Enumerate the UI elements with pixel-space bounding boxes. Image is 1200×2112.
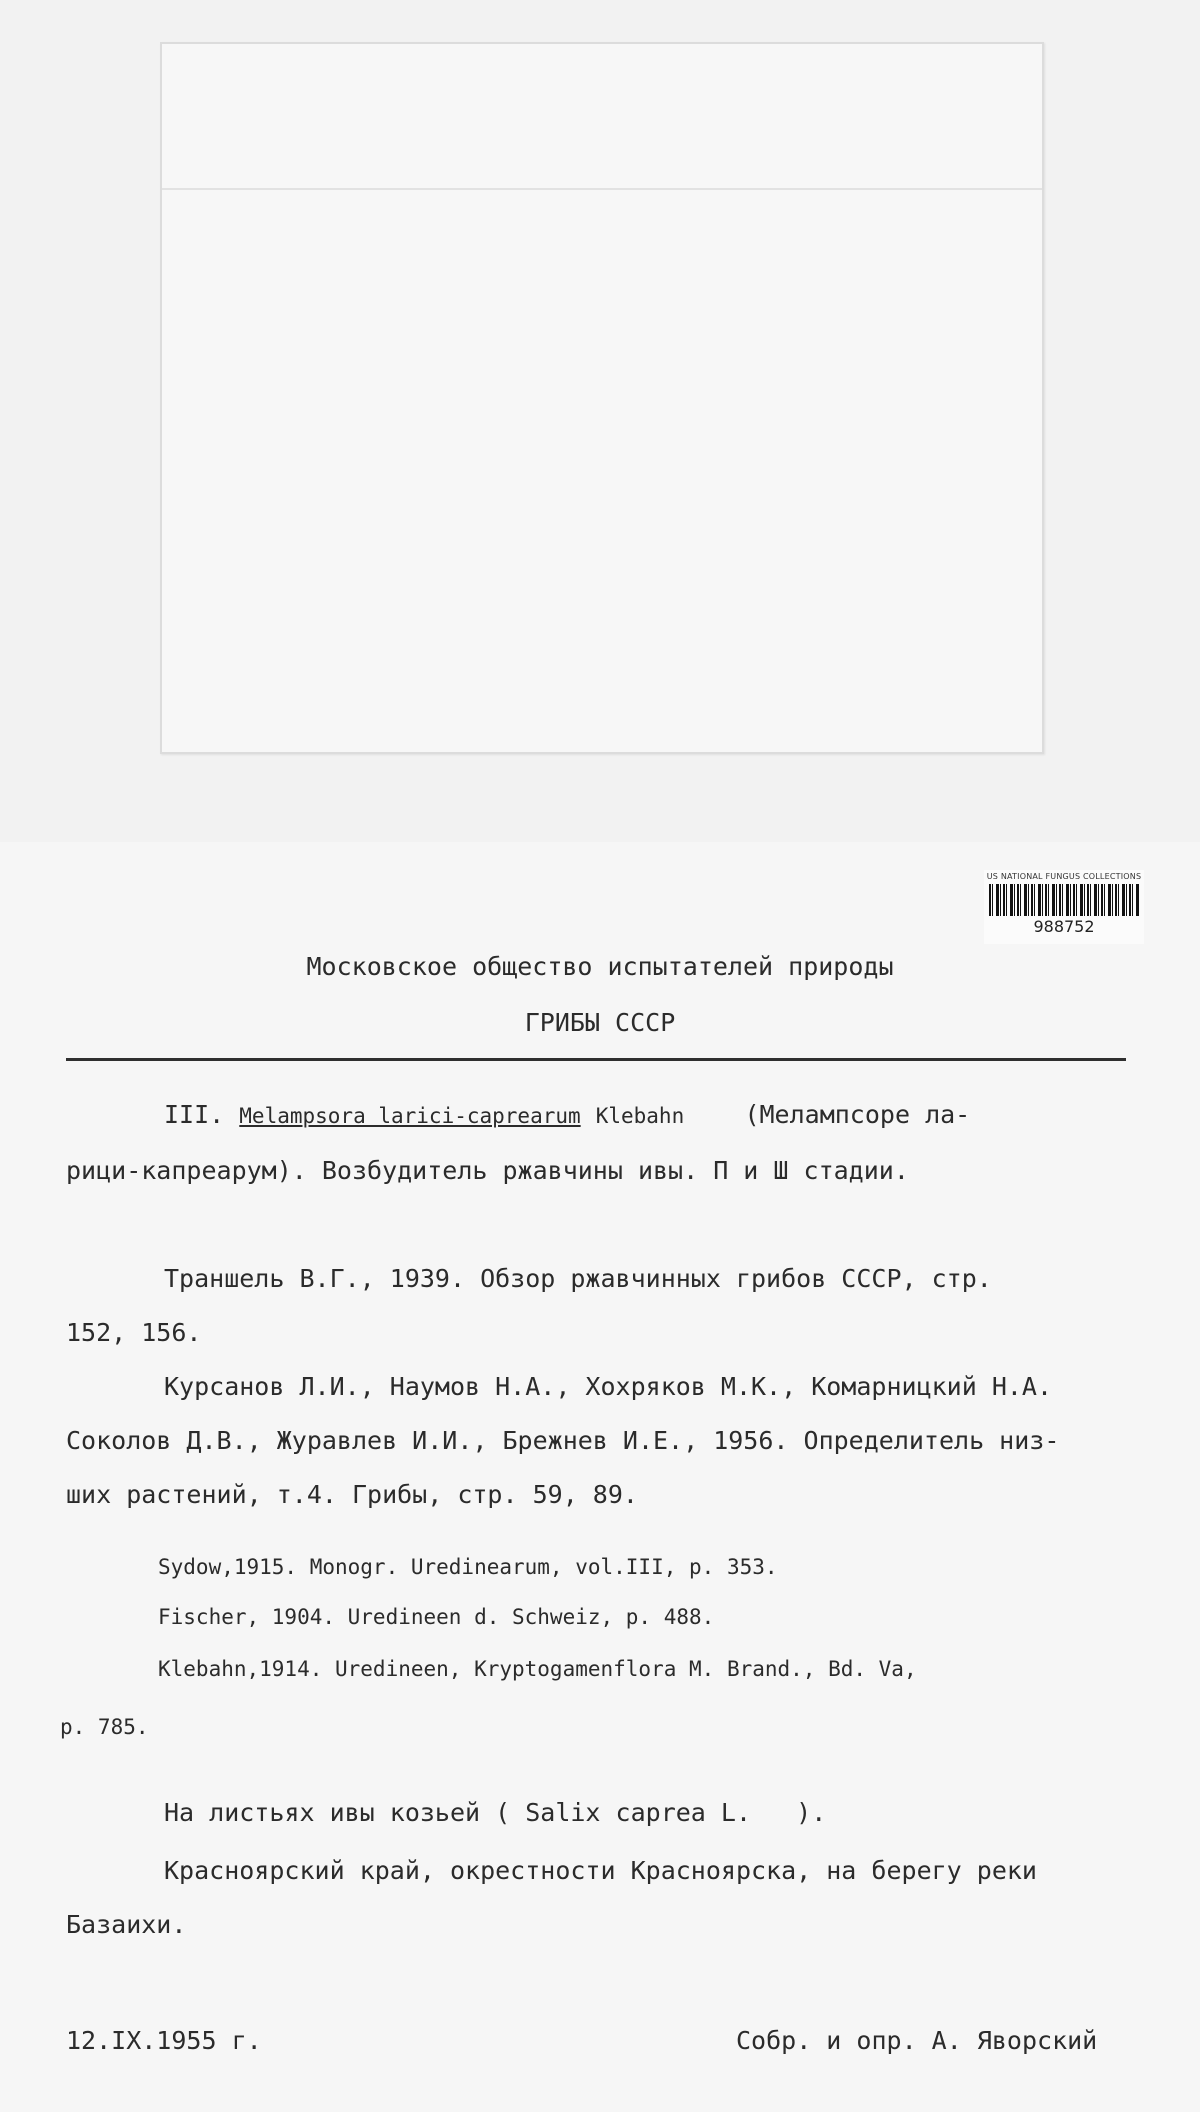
latin-reference-line: Sydow,1915. Monogr. Uredinearum, vol.III, p. 353. bbox=[158, 1555, 778, 1579]
barcode-header: US NATIONAL FUNGUS COLLECTIONS bbox=[986, 872, 1142, 881]
collector: Собр. и опр. А. Яворский bbox=[736, 2026, 1098, 2055]
reference-line: Курсанов Л.И., Наумов Н.А., Хохряков М.К., Комарницкий Н.А. bbox=[164, 1372, 1053, 1401]
reference-line: Траншель В.Г., 1939. Обзор ржавчинных грибов СССР, стр. bbox=[164, 1264, 992, 1293]
latin-reference-line: Klebahn,1914. Uredineen, Kryptogamenflora M. Brand., Bd. Va, bbox=[158, 1657, 917, 1681]
latin-reference-line: Fischer, 1904. Uredineen d. Schweiz, p. 488. bbox=[158, 1605, 715, 1629]
host-line: На листьях ивы козьей ( Salix caprea L. ). bbox=[164, 1798, 827, 1827]
latin-reference-line: p. 785. bbox=[60, 1715, 149, 1739]
collection-date: 12.IX.1955 г. bbox=[66, 2026, 262, 2055]
specimen-packet bbox=[160, 42, 1044, 754]
entry-number: III. bbox=[164, 1100, 225, 1129]
barcode-number: 988752 bbox=[1033, 917, 1095, 936]
locality-line: Красноярский край, окрестности Красноярска, на берегу реки bbox=[164, 1856, 1037, 1885]
reference-line: 152, 156. bbox=[66, 1318, 202, 1347]
entry-line-2: рици-капреарум). Возбудитель ржавчины ивы. П и Ш стадии. bbox=[66, 1156, 909, 1185]
entry-line-1 bbox=[164, 1100, 970, 1131]
reference-line: ших растений, т.4. Грибы, стр. 59, 89. bbox=[66, 1480, 638, 1509]
reference-line: Соколов Д.В., Журавлев И.И., Брежнев И.Е., 1956. Определитель низ- bbox=[66, 1426, 1060, 1455]
species-translit: (Мелампсоре ла- bbox=[744, 1100, 971, 1129]
divider-rule bbox=[66, 1058, 1126, 1061]
series-title: ГРИБЫ СССР bbox=[524, 1008, 676, 1037]
society-title: Московское общество испытателей природы bbox=[306, 952, 894, 981]
species-author: Klebahn bbox=[595, 1104, 685, 1128]
barcode-sticker bbox=[984, 870, 1144, 944]
packet-flap bbox=[162, 44, 1042, 190]
locality-line: Базаихи. bbox=[66, 1910, 187, 1939]
species-name: Melampsora larici-caprearum bbox=[239, 1104, 581, 1128]
barcode-bars bbox=[989, 884, 1139, 916]
